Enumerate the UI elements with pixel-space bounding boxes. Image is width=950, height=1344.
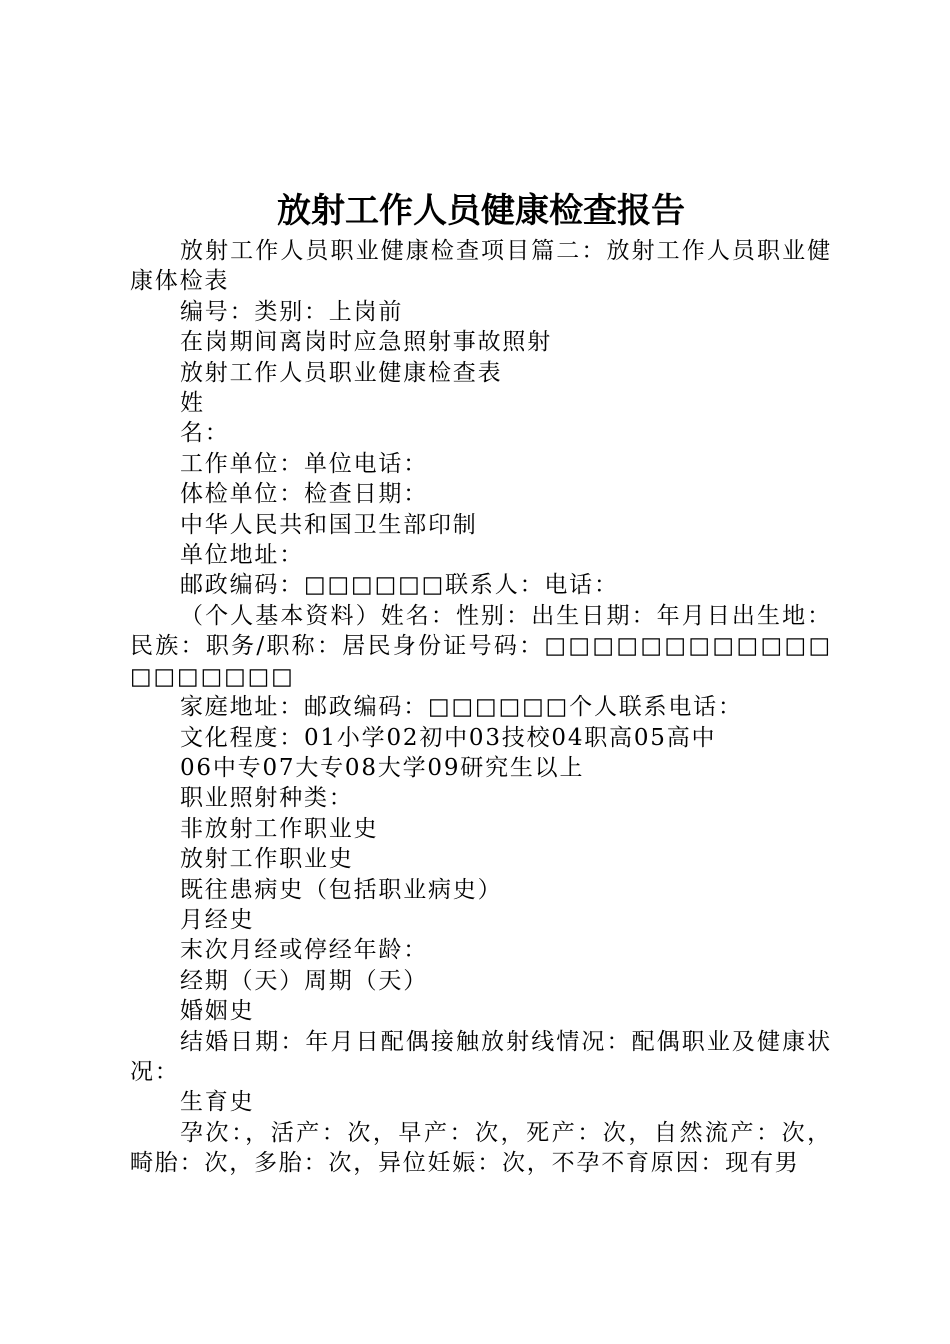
paragraph: 结婚日期：年月日配偶接触放射线情况：配偶职业及健康状况： [130, 1028, 832, 1085]
paragraph: 单位地址： [180, 542, 304, 569]
paragraph: 姓 [180, 390, 205, 417]
paragraph: （个人基本资料）姓名：性别：出生日期：年月日出生地：民族：职务/职称：居民身份证号码：□□□□□□□□□□□□□□□□□□□ [130, 602, 832, 690]
paragraph: 中华人民共和国卫生部印制 [180, 511, 478, 538]
document-body [130, 236, 832, 1179]
document-page [130, 186, 832, 1179]
paragraph: 婚姻史 [180, 998, 255, 1025]
paragraph: 名： [180, 420, 230, 447]
document-title: 放射工作人员健康检查报告 [277, 191, 685, 231]
paragraph: 文化程度：01小学02初中03技校04职高05高中 [180, 724, 717, 751]
paragraph: 非放射工作职业史 [180, 815, 379, 842]
paragraph: 末次月经或停经年龄： [180, 937, 428, 964]
paragraph: 体检单位：检查日期： [180, 481, 428, 508]
paragraph: 放射工作人员职业健康检查表 [180, 359, 503, 386]
paragraph: 放射工作人员职业健康检查项目篇二：放射工作人员职业健康体检表 [130, 238, 832, 295]
paragraph: 月经史 [180, 906, 255, 933]
paragraph: 在岗期间离岗时应急照射事故照射 [180, 329, 552, 356]
paragraph: 工作单位：单位电话： [180, 450, 428, 477]
paragraph: 职业照射种类： [180, 785, 354, 812]
paragraph: 经期（天）周期（天） [180, 967, 428, 994]
paragraph: 孕次：，活产：次，早产：次，死产：次，自然流产：次，畸胎：次，多胎：次，异位妊娠：次，不孕不育原因：现有男 [130, 1119, 832, 1177]
paragraph: 生育史 [180, 1089, 255, 1116]
paragraph: 家庭地址：邮政编码：□□□□□□个人联系电话： [180, 694, 743, 721]
paragraph: 06中专07大专08大学09研究生以上 [180, 754, 585, 781]
paragraph: 放射工作职业史 [180, 846, 354, 873]
paragraph: 编号：类别：上岗前 [180, 298, 404, 325]
paragraph: 既往患病史（包括职业病史） [180, 876, 503, 903]
paragraph: 邮政编码：□□□□□□联系人：电话： [180, 572, 619, 599]
